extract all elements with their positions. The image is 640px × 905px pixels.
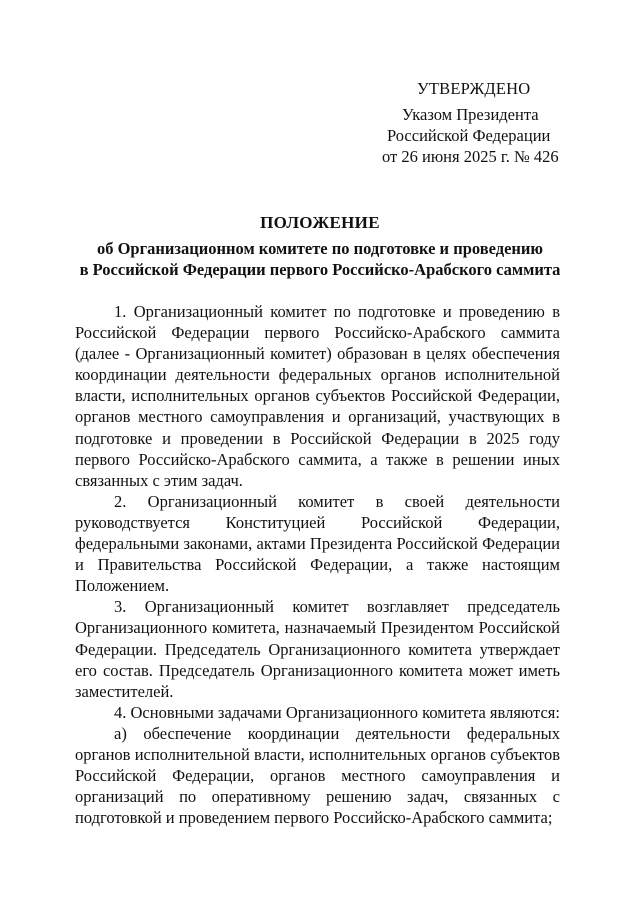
- document-subtitle-line2: в Российской Федерации первого Российско-Арабского саммита: [79, 260, 561, 279]
- paragraph-2: 2. Организационный комитет в своей деятельности руководствуется Конституцией Российской Федерации, федеральными законами, актами Президента Российской Федерации и Правительства Российской Федерации, а также настоящим Положением.: [75, 491, 560, 596]
- approval-line-country: Российской Федерации: [387, 126, 551, 145]
- paragraph-1: 1. Организационный комитет по подготовке и проведению в Российской Федерации первого Российско-Арабского саммита (далее - Организационный комитет) образован в целях обеспечения координации деятельности федеральных органов исполнительной власти, исполнительных органов субъектов Российской Федерации, органов местного самоуправления и организаций, участвующих в подготовке и проведении в Российской Федерации в 2025 году первого Российско-Арабского саммита, а также в решении иных связанных с этим задач.: [75, 302, 560, 490]
- approval-line-date: от 26 июня 2025 г. № 426: [382, 147, 559, 166]
- approval-line-decree: Указом Президента: [402, 105, 539, 124]
- approval-heading: УТВЕРЖДЕНО: [417, 79, 531, 98]
- paragraph-4: 4. Основными задачами Организационного комитета являются:: [114, 702, 560, 722]
- document-subtitle-line1: об Организационном комитете по подготовке и проведению: [96, 239, 544, 258]
- paragraph-4a: а) обеспечение координации деятельности федеральных органов исполнительной власти, исполнительных органов субъектов Российской Федерации, органов местного самоуправления и организаций по оперативному решению задач, связанных с подготовкой и проведением первого Российско-Арабского саммита;: [75, 723, 560, 828]
- paragraph-3: 3. Организационный комитет возглавляет председатель Организационного комитета, назначаемый Президентом Российской Федерации. Председатель Организационного комитета утверждает его состав. Председатель Организационного комитета может иметь заместителей.: [75, 597, 560, 701]
- document-title: ПОЛОЖЕНИЕ: [260, 213, 380, 232]
- document-body: [75, 301, 560, 828]
